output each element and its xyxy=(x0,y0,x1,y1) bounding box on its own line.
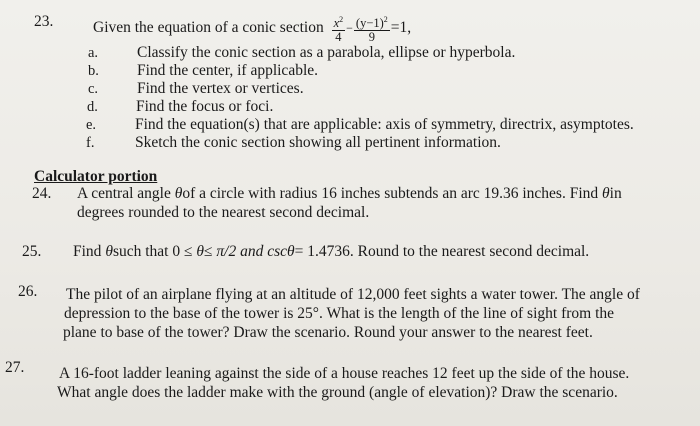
q24-line1: A central angle θof a circle with radius 16 inches subtends an arc 19.36 inches. Find θin xyxy=(77,185,622,202)
q23-part-text: Sketch the conic section showing all pertinent information. xyxy=(135,134,501,151)
q23-part-letter: a. xyxy=(88,45,99,61)
q23-intro: Given the equation of a conic section $\frac{x^2}{4}$ − $\frac{(y-1)^2}{9}$ =1, xyxy=(93,15,412,45)
q26-line: The pilot of an airplane flying at an altitude of 12,000 feet sights a water tower. The angle of xyxy=(66,286,640,303)
q23-frac-y: $\frac{(y-1)^2}{9}$ xyxy=(355,15,388,45)
q27-line: What angle does the ladder make with the ground (angle of elevation)? Draw the scenario. xyxy=(57,384,618,401)
q23-part-text: Find the center, if applicable. xyxy=(137,62,319,79)
q24-number: 24. xyxy=(32,185,52,202)
q23-frac-x: $\frac{x^2}{4}$ xyxy=(333,15,344,45)
q23-number: 23. xyxy=(34,13,54,30)
q23-part-text: Classify the conic section as a parabola, ellipse or hyperbola. xyxy=(137,44,516,61)
q23-part-letter: e. xyxy=(86,117,97,133)
q26-line: plane to base of the tower? Draw the scenario. Round your answer to the nearest feet. xyxy=(63,324,593,341)
q23-part-text: Find the vertex or vertices. xyxy=(137,80,304,97)
q27-line: A 16-foot ladder leaning against the side of a house reaches 12 feet up the side of the house. xyxy=(59,365,630,382)
q25-text: Find θsuch that 0 ≤ θ≤ π/2 and cscθ= 1.4736. Round to the nearest second decimal. xyxy=(73,243,590,260)
q23-part-letter: b. xyxy=(88,63,99,79)
q23-part-letter: c. xyxy=(88,81,99,97)
q27-number: 27. xyxy=(5,359,25,376)
q26-line: depression to the base of the tower is 25°. What is the length of the line of sight from the xyxy=(64,305,615,322)
q25-number: 25. xyxy=(22,243,42,260)
q26-number: 26. xyxy=(18,283,38,300)
q23-part-text: Find the equation(s) that are applicable: axis of symmetry, directrix, asymptotes. xyxy=(135,116,634,133)
q23-part-text: Find the focus or foci. xyxy=(136,98,274,115)
q23-part-letter: f. xyxy=(86,135,95,151)
calculator-portion-heading: Calculator portion xyxy=(34,168,158,185)
q23-part-letter: d. xyxy=(87,99,98,115)
q24-line2: degrees rounded to the nearest second decimal. xyxy=(77,204,370,221)
